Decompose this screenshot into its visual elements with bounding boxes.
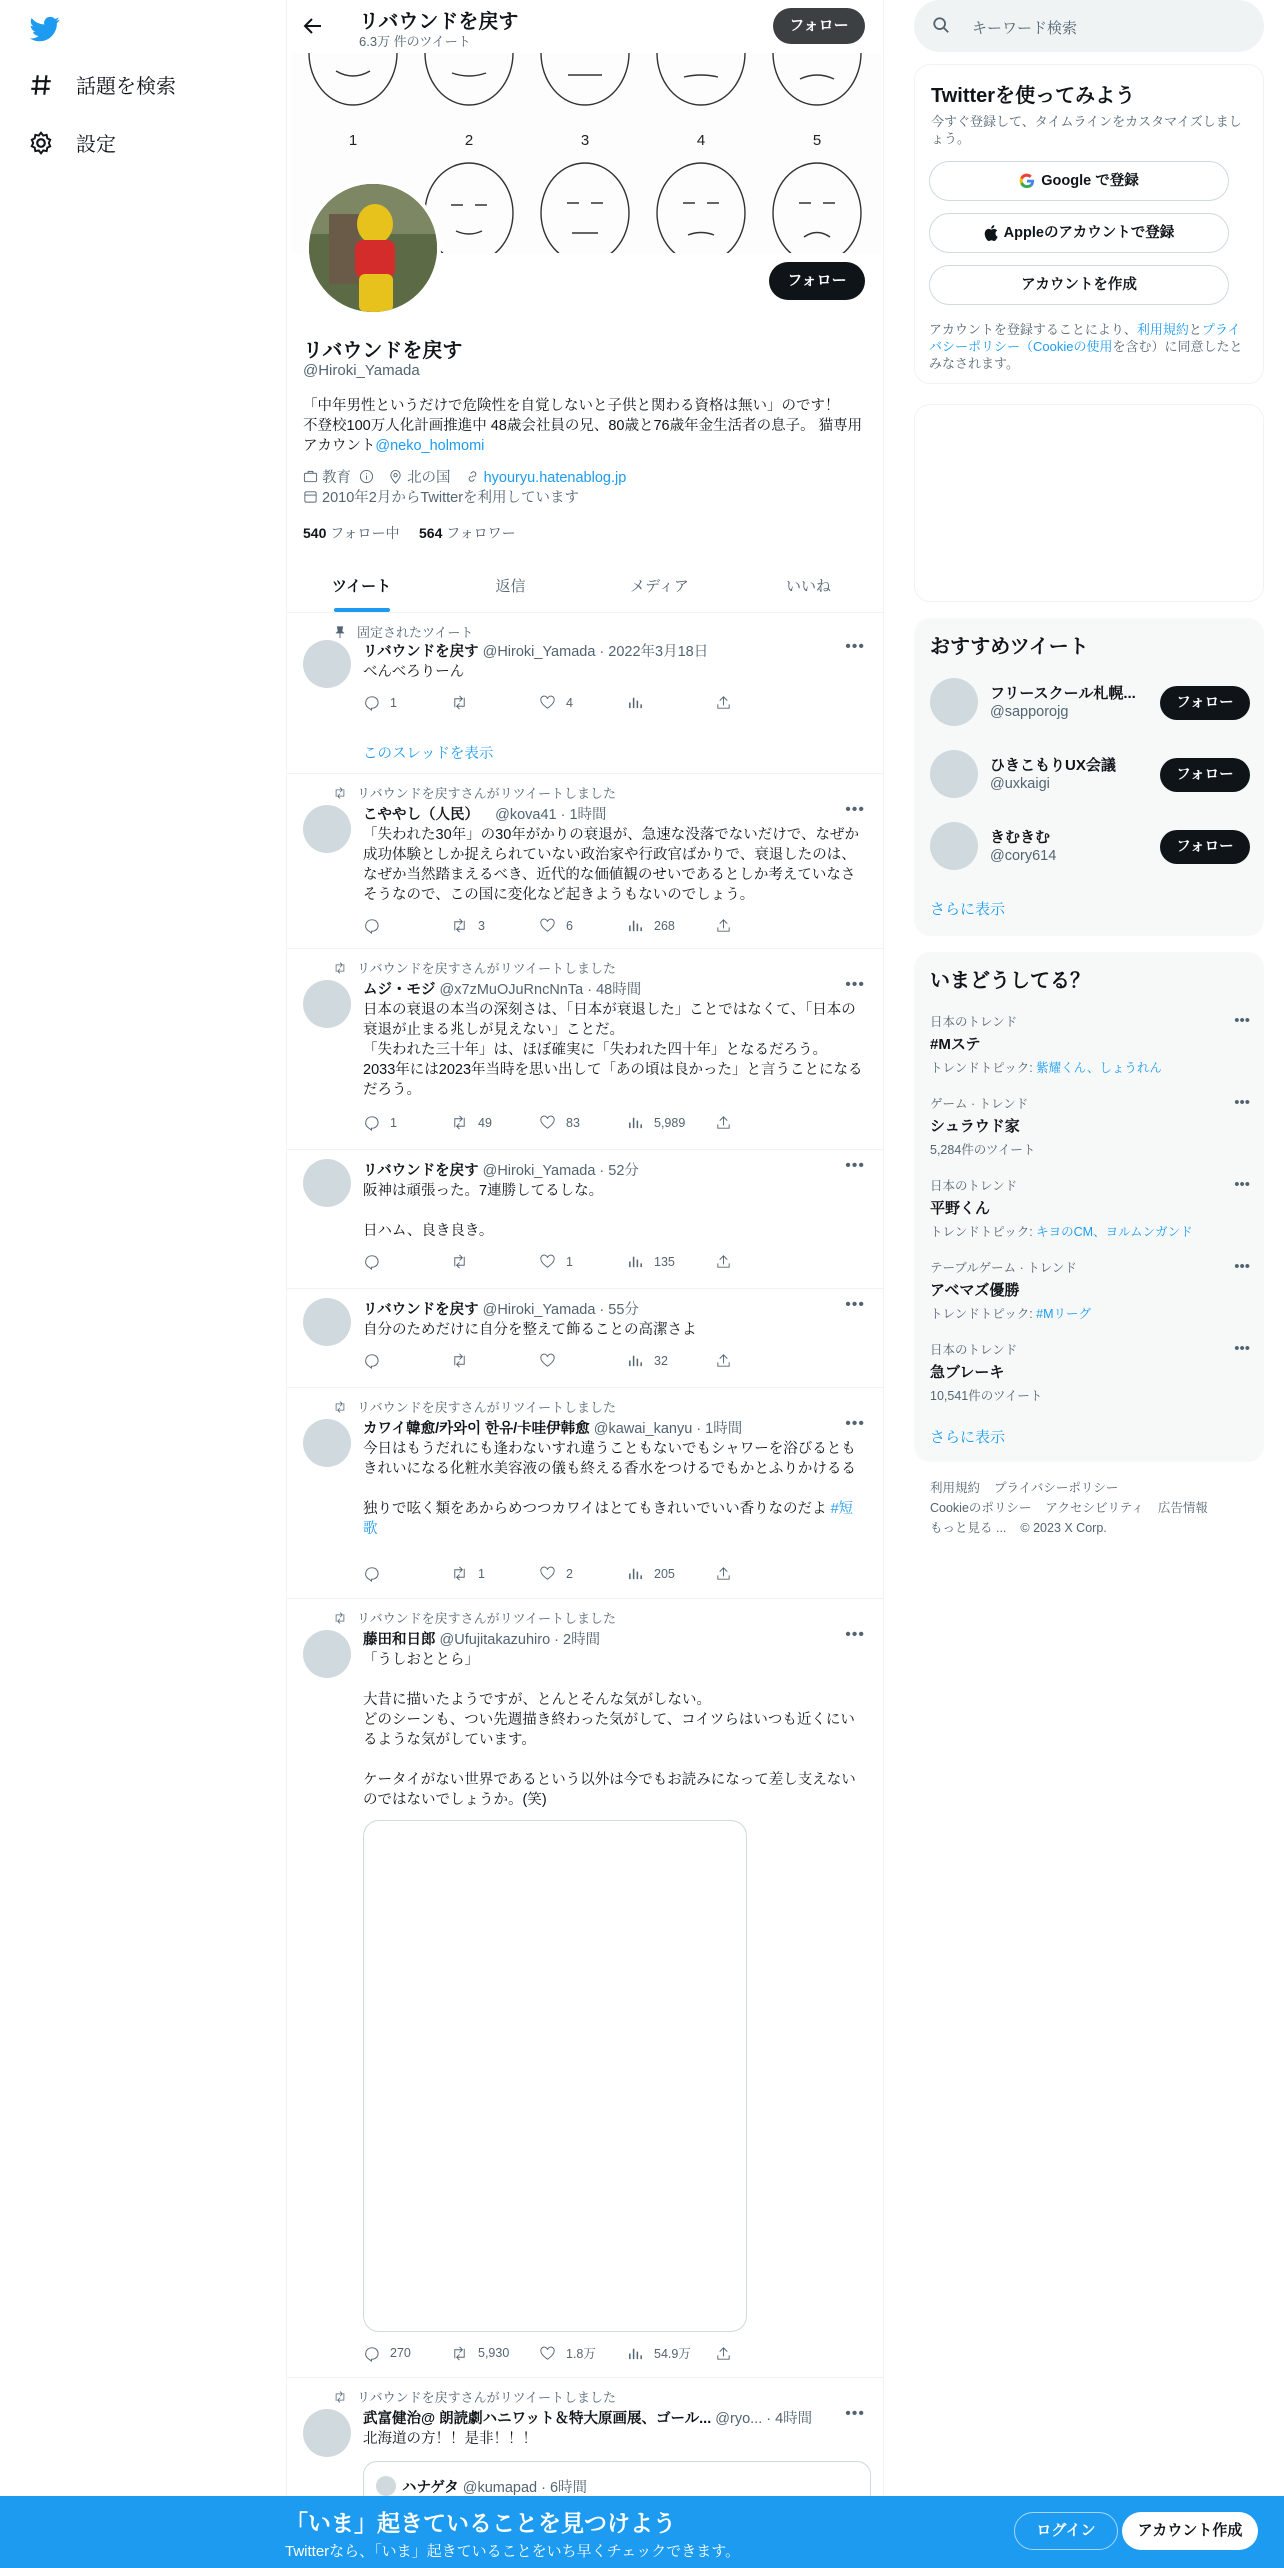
heart-icon [539,1565,556,1582]
footer-links [930,1478,1260,1538]
location-icon [388,469,403,484]
like-button[interactable]: 83 [539,1114,627,1131]
footer-copyright: © 2023 X Corp. [1020,1521,1107,1535]
tweet-item[interactable] [287,1151,883,1289]
tweet-actions [363,2344,803,2362]
profile-joined: 2010年2月からTwitterを利用しています [322,490,580,506]
tweet-avatar[interactable] [303,2409,351,2457]
reply-icon [363,1352,380,1369]
user-name: フリースクール札幌... [990,685,1136,702]
views-button[interactable]: 268 [627,917,715,934]
retweet-icon [451,1352,468,1369]
trend-name: アベマズ優勝 [930,1282,1020,1299]
views-button[interactable]: 205 [627,1565,715,1582]
heart-icon [539,2345,556,2362]
avatar[interactable] [930,822,978,870]
views-button[interactable] [627,694,715,711]
recommended-user[interactable] [930,746,1250,802]
trend-category: テーブルゲーム · トレンド [930,1261,1077,1275]
tweet-actions [363,1352,803,1369]
retweet-button[interactable] [451,1253,539,1270]
user-handle: @uxkaigi [990,776,1050,792]
tweet-header: リバウンドを戻す @Hiroki_Yamada · 55分 [363,1302,639,1318]
retweet-button[interactable]: 49 [451,1114,539,1131]
header-name: リバウンドを戻す [359,11,519,33]
tweet-context: リバウンドを戻すさんがリツイートしました [333,1397,616,1416]
signup-panel [914,64,1264,384]
reply-icon [363,1114,380,1131]
share-icon [715,1114,732,1131]
tweet-avatar[interactable] [303,1298,351,1346]
link-icon [465,469,480,484]
profile-avatar[interactable] [305,180,441,316]
recommended-panel [914,618,1264,936]
tweet-context: リバウンドを戻すさんがリツイートしました [333,1608,616,1627]
share-icon [715,1565,732,1582]
retweet-icon [333,961,347,975]
more-icon[interactable]: ••• [845,801,865,818]
trend-name: 急ブレーキ [930,1364,1005,1381]
avatar[interactable] [930,750,978,798]
follow-button[interactable]: フォロー [1160,758,1250,792]
more-icon[interactable]: ••• [845,1157,865,1174]
retweet-button[interactable]: 5,930 [451,2344,539,2362]
tweet-actions [363,1253,803,1270]
more-icon[interactable]: ••• [1234,1258,1250,1275]
footer-terms[interactable]: 利用規約 [930,1481,981,1495]
signup-title: Twitterを使ってみよう [931,85,1136,107]
tweet-item[interactable] [287,775,883,949]
footer-accessibility[interactable]: アクセシビリティ [1045,1501,1144,1515]
calendar-icon [303,489,318,504]
heart-icon [539,917,556,934]
profile-category: 教育 [322,470,351,486]
like-button[interactable]: 2 [539,1565,627,1582]
share-button[interactable] [715,917,803,934]
tweet-text: 「うしおととら」 大昔に描いたようですが、とんとそんな気がしない。 どのシーンも、つい先週描き終わった気がして、コイツらはいつも近くにいるような気がしています。 ケータイがない世界であるという以外は今でもお読みになって差し支えないのではないでしょうか。(笑) [363,1652,856,1808]
quote-header: ハナゲタ @kumapad · 6時間 [402,2480,588,2496]
heart-icon [539,694,556,711]
show-thread-link[interactable]: このスレッドを表示 [363,746,494,762]
reply-button[interactable]: 1 [363,1114,451,1131]
signup-subtitle: 今すぐ登録して、タイムラインをカスタマイズしましょう。 [931,114,1242,146]
tweet-header: 武富健治@ 朗読劇ハニワット＆特大原画展、ゴール... @ryo... · 4時間 [363,2411,813,2427]
like-button[interactable]: 4 [539,694,627,711]
briefcase-icon [303,469,318,484]
retweet-icon [333,1400,347,1414]
profile-follow-button[interactable]: フォロー [769,262,865,300]
like-button[interactable]: 6 [539,917,627,934]
reply-button[interactable] [363,917,451,934]
retweet-icon [451,694,468,711]
tweet-item[interactable] [287,614,883,774]
svg-text:4: 4 [696,132,706,149]
tweet-text: 日本の衰退の本当の深刻さは、「日本が衰退した」ことではなくて、「日本の衰退が止まる兆しが見えない」ことだ。 「失われた三十年」は、ほぼ確実に「失われた四十年」となるだろう。 2033年には2023年当時を思い出して「あの頃は良かった」と言うことになるだろう。 [363,1002,863,1098]
tweet-header: 藤田和日郎 @Ufujitakazuhiro · 2時間 [363,1632,601,1648]
reply-icon [363,1565,380,1582]
reply-button[interactable] [363,1253,451,1270]
follow-button[interactable]: フォロー [1160,686,1250,720]
trend-item[interactable] [930,1340,1250,1404]
reply-button[interactable]: 1 [363,694,451,711]
tab-media[interactable]: メディア [630,578,689,595]
user-handle: @cory614 [990,848,1057,864]
back-arrow-icon[interactable] [301,14,325,38]
profile-website[interactable]: hyouryu.hatenablog.jp [483,470,627,486]
more-icon[interactable]: ••• [845,638,865,655]
hashtag-icon [28,72,54,98]
google-icon [1019,173,1035,189]
profile-bio-link[interactable]: @neko_holmomi [375,438,485,454]
more-icon[interactable]: ••• [1234,1012,1250,1029]
quote-avatar [376,2476,396,2496]
empty-panel [914,404,1264,602]
tweet-avatar[interactable] [303,1630,351,1678]
reply-icon [363,2345,380,2362]
more-icon[interactable]: ••• [845,2405,865,2422]
heart-icon [539,1352,556,1369]
retweet-icon [333,786,347,800]
heart-icon [539,1114,556,1131]
user-name: きむきむ [990,829,1051,846]
svg-text:1: 1 [348,132,358,149]
trend-item[interactable] [930,1258,1250,1322]
avatar[interactable] [930,678,978,726]
tweet-avatar[interactable] [303,1419,351,1467]
trend-category: ゲーム · トレンド [930,1097,1029,1111]
quoted-tweet[interactable] [363,2461,871,2500]
terms-link[interactable]: 利用規約 [1136,322,1189,337]
signup-button[interactable]: アカウント作成 [1122,2512,1258,2550]
retweet-button[interactable]: 1 [451,1565,539,1582]
trend-item[interactable] [930,1176,1250,1240]
more-icon[interactable]: ••• [845,1296,865,1313]
share-icon [715,917,732,934]
trend-name: #Mステ [930,1036,981,1053]
views-button[interactable]: 135 [627,1253,715,1270]
tweet-avatar[interactable] [303,1159,351,1207]
user-name: ひきこもりUX会議 [990,757,1116,774]
trends-panel [914,952,1264,1462]
nav-explore-label: 話題を検索 [76,76,176,98]
like-button[interactable] [539,1352,627,1369]
profile-meta [303,468,863,508]
create-account-button[interactable]: アカウントを作成 [929,265,1229,305]
reply-button[interactable] [363,1352,451,1369]
tab-likes[interactable]: いいね [785,578,831,595]
follow-button[interactable]: フォロー [1160,830,1250,864]
reply-icon [363,917,380,934]
views-chart-icon [627,917,644,934]
svg-text:5: 5 [812,132,822,149]
tweet-avatar[interactable] [303,805,351,853]
share-button[interactable] [715,1352,803,1369]
tweet-item[interactable] [287,1600,883,2378]
retweet-icon [451,917,468,934]
more-icon[interactable]: ••• [845,976,865,993]
share-button[interactable] [715,1253,803,1270]
show-more-link[interactable]: さらに表示 [930,901,1006,918]
login-button[interactable]: ログイン [1014,2512,1118,2550]
trend-category: 日本のトレンド [930,1179,1018,1193]
tweet-header: リバウンドを戻す @Hiroki_Yamada · 2022年3月18日 [363,644,709,660]
tweet-item[interactable] [287,950,883,1150]
trend-sub: トレンドトピック: #Mリーグ [930,1307,1092,1321]
search-icon [932,16,950,34]
more-icon[interactable]: ••• [845,1626,865,1643]
share-button[interactable] [715,2344,803,2362]
share-icon [715,694,732,711]
reply-button[interactable]: 270 [363,2344,451,2362]
tab-tweets[interactable]: ツイート [287,560,436,612]
svg-text:3: 3 [580,132,590,149]
tweet-header: ムジ・モジ @x7zMuOJuRncNnTa · 48時間 [363,982,642,998]
profile-bio-text: 「中年男性というだけで危険性を自覚しないと子供と関わる資格は無い」のです！ 不登校100万人化計画推進中 48歳会社員の兄、80歳と76歳年金生活者の息子。 猫専用アカウント [303,398,863,454]
nav-explore[interactable] [28,70,176,99]
tweet-actions [363,917,803,934]
more-icon[interactable]: ••• [1234,1176,1250,1193]
views-chart-icon [627,1565,644,1582]
info-icon[interactable] [359,469,374,484]
share-icon [715,1253,732,1270]
tweet-avatar[interactable] [303,980,351,1028]
retweet-icon [451,1114,468,1131]
tab-replies[interactable]: 返信 [495,578,526,595]
tweet-text: 今日はもうだれにも逢わないすれ違うこともないでもシャワーを浴びるともきれいになる化粧水美容液の儀も終える香水をつけるでもかとふりかけるる 独りで呟く類をあからめつつカワイはとてもきれいでいい香りなのだよ #短歌 [363,1441,856,1537]
recommended-title: おすすめツイート [930,636,1089,658]
trend-sub: トレンドトピック: 紫耀くん、しょうれん [930,1061,1162,1075]
views-button[interactable]: 32 [627,1352,715,1369]
header-tweet-count: 6.3万 件のツイート [359,34,471,49]
signup-terms: アカウントを登録することにより、利用規約とプライバシーポリシー（Cookieの使用を含む）に同意したとみなされます。 [929,322,1243,371]
tweet-actions [363,1565,803,1582]
footer-cookie[interactable]: Cookieのポリシー [930,1501,1032,1515]
views-chart-icon [627,694,644,711]
twitter-bird-icon[interactable] [28,14,62,44]
svg-text:2: 2 [464,132,474,149]
trend-category: 日本のトレンド [930,1343,1018,1357]
trend-item[interactable] [930,1012,1250,1076]
tweet-text: 「失われた30年」の30年がかりの衰退が、急速な没落でないだけで、なぜか成功体験としか捉えられていない政治家や行政官ばかりで、衰退したのは、なぜか当然踏まえるべき、近代的な価値観のせいであるとしか考えていなさそうなので、この国に変化など起きようもないのでしょう。 [363,827,859,903]
tweet-context: リバウンドを戻すさんがリツイートしました [333,783,616,802]
search-input[interactable] [914,0,1264,52]
tweet-context: リバウンドを戻すさんがリツイートしました [333,958,616,977]
views-chart-icon [627,1352,644,1369]
tweet-item[interactable] [287,2379,883,2500]
tweet-avatar[interactable] [303,640,351,688]
bottom-title: 「いま」起きていることを見つけよう [285,2510,676,2536]
trend-sub: トレンドトピック: キヨのCM、ヨルムンガンド [930,1225,1193,1239]
gear-icon [28,130,54,156]
signup-bottom-bar [0,2496,1284,2568]
tweet-item[interactable] [287,1389,883,1599]
tweet-item[interactable] [287,1290,883,1388]
tweet-actions [363,1114,803,1131]
avatar-image [309,184,437,312]
retweet-icon [451,1565,468,1582]
more-icon[interactable]: ••• [845,1415,865,1432]
apple-signup-button[interactable]: Appleのアカウントで登録 [929,213,1229,253]
user-handle: @sapporojg [990,704,1069,720]
retweet-button[interactable] [451,1352,539,1369]
apple-icon [984,225,998,241]
tweet-actions [363,694,803,711]
tweet-text: 阪神は頑張った。7連勝してるしな。 日ハム、良き良き。 [363,1183,604,1239]
profile-location: 北の国 [407,470,451,486]
footer-privacy[interactable]: プライバシーポリシー [994,1481,1119,1495]
views-chart-icon [627,1114,644,1131]
tweet-header: リバウンドを戻す @Hiroki_Yamada · 52分 [363,1163,639,1179]
footer-more[interactable]: もっと見る ... [930,1521,1007,1535]
trend-name: 平野くん [930,1200,991,1217]
tweet-text: 北海道の方！！是非！！！ [363,2431,537,2447]
show-more-link[interactable]: さらに表示 [930,1429,1006,1446]
footer-ads[interactable]: 広告情報 [1157,1501,1208,1515]
trend-sub: 5,284件のツイート [930,1143,1036,1157]
views-chart-icon [627,2345,644,2362]
share-button[interactable] [715,1565,803,1582]
more-icon[interactable]: ••• [1234,1340,1250,1357]
heart-icon [539,1253,556,1270]
retweet-button[interactable]: 3 [451,917,539,934]
more-icon[interactable]: ••• [1234,1094,1250,1111]
search-placeholder: キーワード検索 [972,20,1078,37]
retweet-icon [451,2345,468,2362]
trends-title: いまどうしてる？ [930,970,1090,992]
retweet-icon [333,1611,347,1625]
following-link[interactable]: 540 フォロー中 [303,525,400,541]
bottom-subtitle: Twitterなら、「いま」起きていることをいち早くチェックできます。 [285,2543,741,2560]
profile-handle: @Hiroki_Yamada [303,362,420,379]
trend-sub: 10,541件のツイート [930,1389,1043,1403]
share-icon [715,1352,732,1369]
like-button[interactable]: 1 [539,1253,627,1270]
share-button[interactable] [715,694,803,711]
tweet-header: こややし（人民） @kova41 · 1時間 [363,807,607,823]
hashtag-link[interactable]: #短歌 [363,1501,854,1537]
recommended-user[interactable] [930,674,1250,730]
retweet-icon [451,1253,468,1270]
recommended-user[interactable] [930,818,1250,874]
header-follow-button[interactable]: フォロー [773,8,865,44]
nav-settings-label: 設定 [76,134,116,156]
google-signup-button[interactable]: Google で登録 [929,161,1229,201]
left-nav [0,0,286,2568]
tweet-context: 固定されたツイート [333,622,473,641]
trend-name: シュラウド家 [930,1118,1020,1135]
share-icon [715,2345,732,2362]
profile-bio [303,396,863,456]
profile-tabs [287,560,883,613]
reply-button[interactable] [363,1565,451,1582]
retweet-button[interactable] [451,694,539,711]
tweet-media-image[interactable] [363,1820,747,2332]
nav-settings[interactable] [28,128,116,157]
retweet-icon [333,2390,347,2404]
profile-header-bar [287,0,883,53]
views-chart-icon [627,1253,644,1270]
views-button[interactable]: 54.9万 [627,2344,715,2362]
tweet-text: 自分のためだけに自分を整えて飾ることの高潔さよ [363,1322,697,1338]
profile-follow-stats [303,523,516,543]
followers-link[interactable]: 564 フォロワー [419,525,516,541]
main-column [286,0,884,2500]
tweet-text: べんべろりーん [363,664,465,680]
share-button[interactable] [715,1114,803,1131]
profile-name: リバウンドを戻す [303,340,463,362]
trend-category: 日本のトレンド [930,1015,1018,1029]
privacy-link[interactable]: プライバシーポリシー（Cookieの使用 [929,322,1241,354]
trend-item[interactable] [930,1094,1250,1158]
tweet-header: カワイ韓愈/카와이 한유/卡哇伊韩愈 @kawai_kanyu · 1時間 [363,1421,743,1437]
reply-icon [363,1253,380,1270]
views-button[interactable]: 5,989 [627,1114,715,1131]
pin-icon [333,625,347,639]
reply-icon [363,694,380,711]
like-button[interactable]: 1.8万 [539,2344,627,2362]
tweet-context: リバウンドを戻すさんがリツイートしました [333,2387,616,2406]
